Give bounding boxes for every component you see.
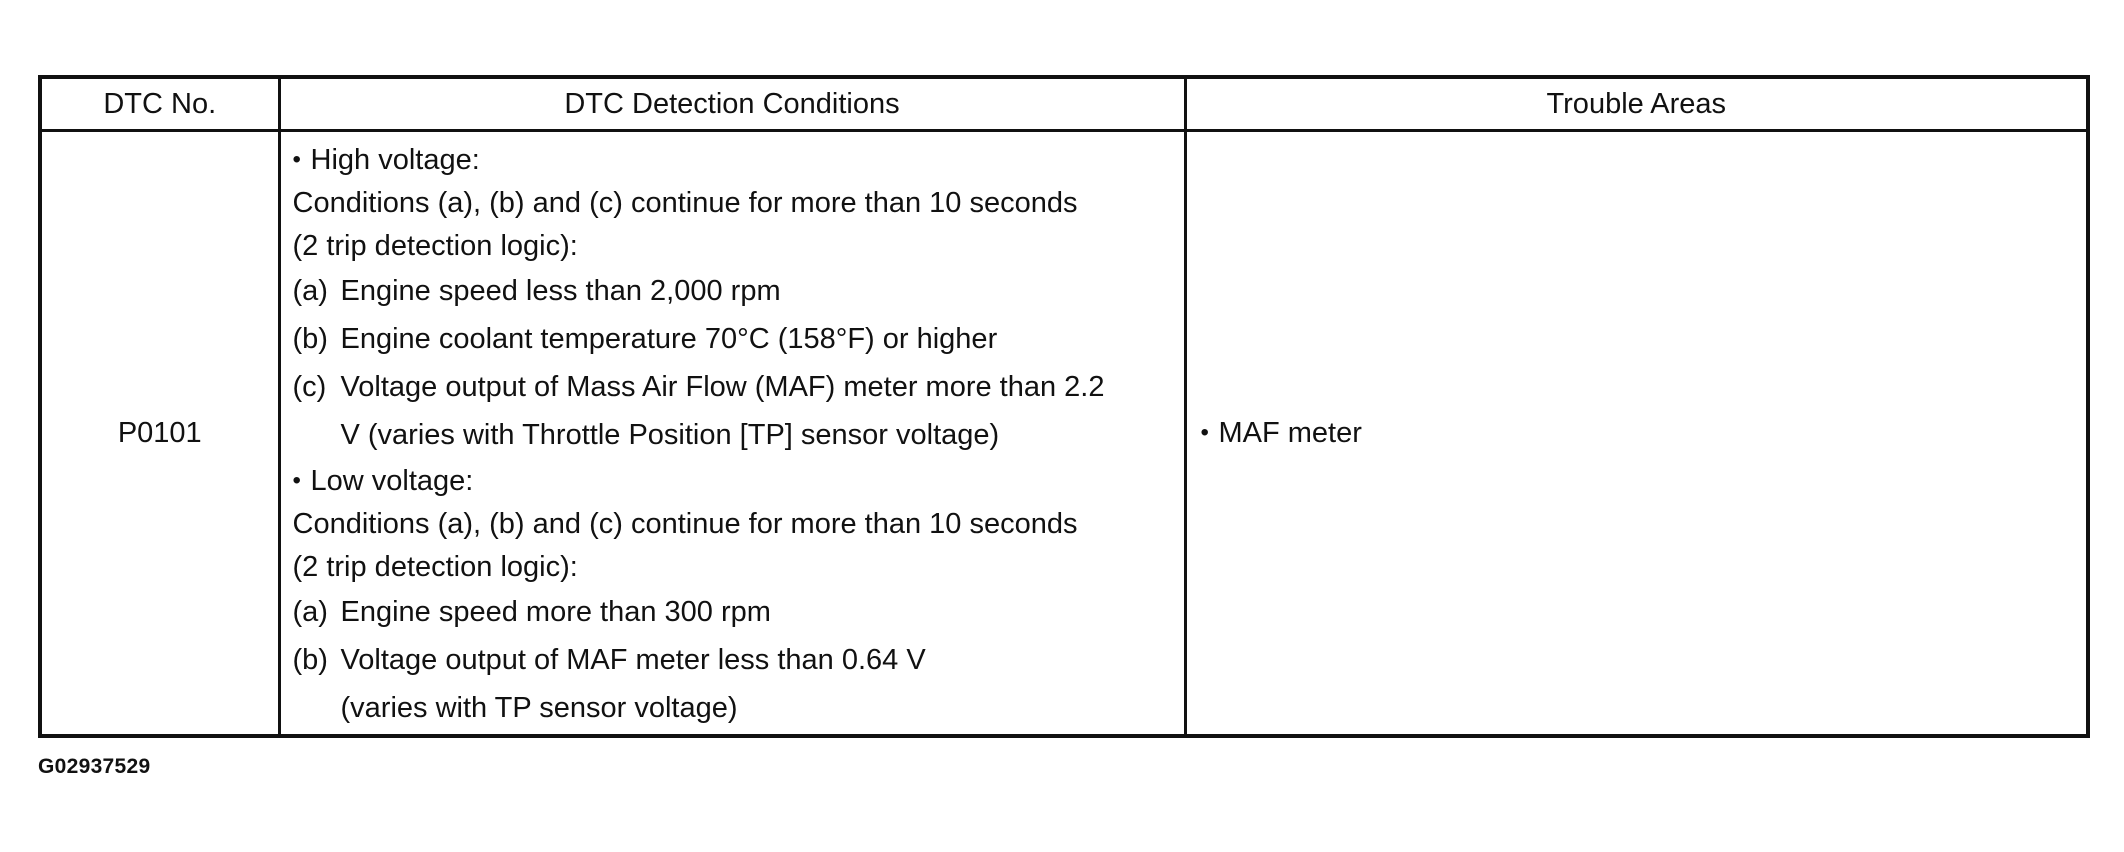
dtc-table	[38, 75, 2090, 738]
high-condition-a	[293, 269, 1184, 317]
dtc-code-cell: P0101	[40, 131, 279, 737]
low-voltage-intro-logic: (2 trip detection logic):	[292, 551, 578, 583]
high-voltage-title: High voltage:	[310, 144, 480, 176]
condition-label: (b)	[292, 323, 328, 355]
low-voltage-intro: Conditions (a), (b) and (c) continue for more than 10 seconds	[292, 508, 1078, 540]
low-voltage-block	[293, 461, 1184, 734]
header-trouble-areas: Trouble Areas	[1185, 77, 2088, 131]
condition-label: (b)	[292, 644, 328, 676]
figure-id: G02937529	[38, 755, 151, 778]
condition-label: (a)	[292, 596, 328, 628]
condition-text: Engine coolant temperature 70°C (158°F) or higher	[340, 323, 998, 355]
high-voltage-intro: Conditions (a), (b) and (c) continue for more than 10 seconds	[292, 187, 1078, 219]
header-dtc-no: DTC No.	[40, 77, 279, 131]
bullet-icon: •	[292, 146, 301, 173]
high-condition-c	[293, 365, 1184, 413]
low-condition-b-continued: (varies with TP sensor voltage)	[340, 692, 738, 724]
table-header-row	[40, 77, 2088, 131]
trouble-area-item	[1201, 417, 1362, 449]
condition-text: Engine speed less than 2,000 rpm	[340, 275, 781, 307]
condition-text: Voltage output of MAF meter less than 0.64 V	[340, 644, 926, 676]
high-voltage-heading	[293, 140, 1184, 183]
bullet-icon: •	[1200, 418, 1209, 446]
detection-conditions-cell	[279, 131, 1185, 737]
low-condition-b	[293, 638, 1184, 686]
condition-label: (c)	[292, 371, 327, 403]
condition-text: Engine speed more than 300 rpm	[340, 596, 771, 628]
bullet-icon: •	[292, 467, 301, 494]
high-voltage-block	[293, 140, 1184, 461]
trouble-area-text: MAF meter	[1218, 416, 1362, 449]
high-condition-c-continued: V (varies with Throttle Position [TP] sensor voltage)	[340, 419, 1000, 451]
trouble-areas-cell	[1185, 131, 2088, 737]
table-row	[40, 131, 2088, 737]
condition-text: Voltage output of Mass Air Flow (MAF) meter more than 2.2	[340, 371, 1105, 403]
condition-label: (a)	[292, 275, 328, 307]
low-voltage-title: Low voltage:	[310, 465, 474, 497]
high-condition-b	[293, 317, 1184, 365]
low-condition-a	[293, 590, 1184, 638]
low-voltage-heading	[293, 461, 1184, 504]
high-voltage-intro-logic: (2 trip detection logic):	[292, 230, 578, 262]
header-detection-conditions: DTC Detection Conditions	[279, 77, 1185, 131]
